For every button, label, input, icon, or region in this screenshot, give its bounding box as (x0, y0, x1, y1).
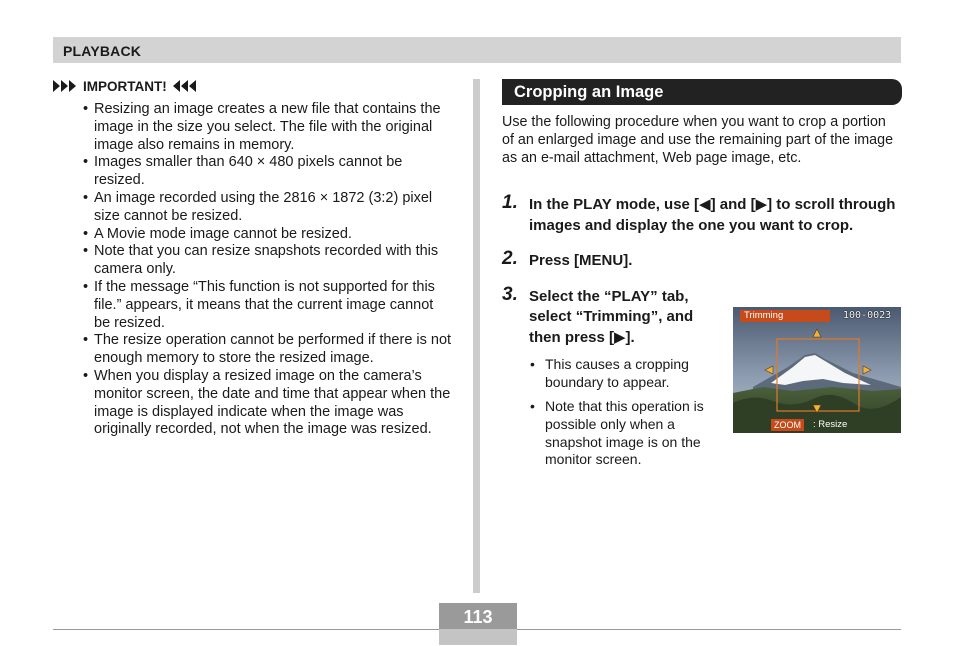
important-block (53, 78, 453, 439)
list-item: • A Movie mode image cannot be resized. (83, 226, 453, 244)
list-item: • When you display a resized image on the camera’s monitor screen, the date and time that appear when the image is displayed indicate when the image was originally recorded, not when the image was resized. (83, 368, 453, 439)
important-title: IMPORTANT! (83, 78, 167, 94)
arrows-right-icon (53, 80, 77, 92)
list-item: • Images smaller than 640 × 480 pixels cannot be resized. (83, 154, 453, 190)
step-3 (502, 283, 712, 349)
list-item: • The resize operation cannot be performed if there is not enough memory to store the resized image. (83, 332, 453, 368)
screen-mode-label: Trimming (740, 310, 830, 322)
list-item: • Resizing an image creates a new file that contains the image in the size you select. The file with the original image also remains in memory. (83, 101, 453, 154)
step-number: 3. (502, 283, 518, 305)
step-1 (502, 192, 902, 236)
section-title: Cropping an Image (502, 79, 902, 105)
section-header-title: PLAYBACK (63, 43, 142, 59)
zoom-action: : Resize (813, 419, 848, 430)
step-text: In the PLAY mode, use [◀] and [▶] to scroll through images and display the one you want to crop. (529, 196, 896, 234)
file-number: 100-0023 (843, 310, 892, 321)
step-text: Press [MENU]. (529, 252, 633, 270)
step-text: Select the “PLAY” tab, select “Trimming”, and then press [▶]. (529, 287, 694, 346)
arrows-left-icon (173, 80, 197, 92)
section-header-bar (53, 37, 901, 63)
column-divider (473, 79, 480, 593)
step-number: 2. (502, 248, 518, 270)
section-intro: Use the following procedure when you want to crop a portion of an enlarged image and use the remaining part of the image as an e-mail attachment, Web page image, etc. (502, 114, 894, 166)
page-number: 113 (439, 603, 517, 629)
camera-screen-illustration (733, 307, 901, 433)
page-number-box (439, 603, 517, 645)
list-item: • Note that you can resize snapshots recorded with this camera only. (83, 243, 453, 279)
step-2 (502, 248, 902, 272)
important-list (53, 101, 453, 439)
mountain-photo (733, 307, 901, 433)
list-item: • An image recorded using the 2816 × 1872 (3:2) pixel size cannot be resized. (83, 190, 453, 226)
list-item: • If the message “This function is not supported for this file.” appears, it means that the current image cannot be resized. (83, 279, 453, 332)
zoom-label: ZOOM (771, 419, 804, 431)
step-number: 1. (502, 192, 518, 214)
important-heading (53, 78, 453, 94)
list-item: • Note that this operation is possible only when a snapshot image is on the monitor screen. (529, 398, 719, 469)
list-item: • This causes a cropping boundary to appear. (529, 356, 719, 392)
step-notes (529, 356, 719, 469)
